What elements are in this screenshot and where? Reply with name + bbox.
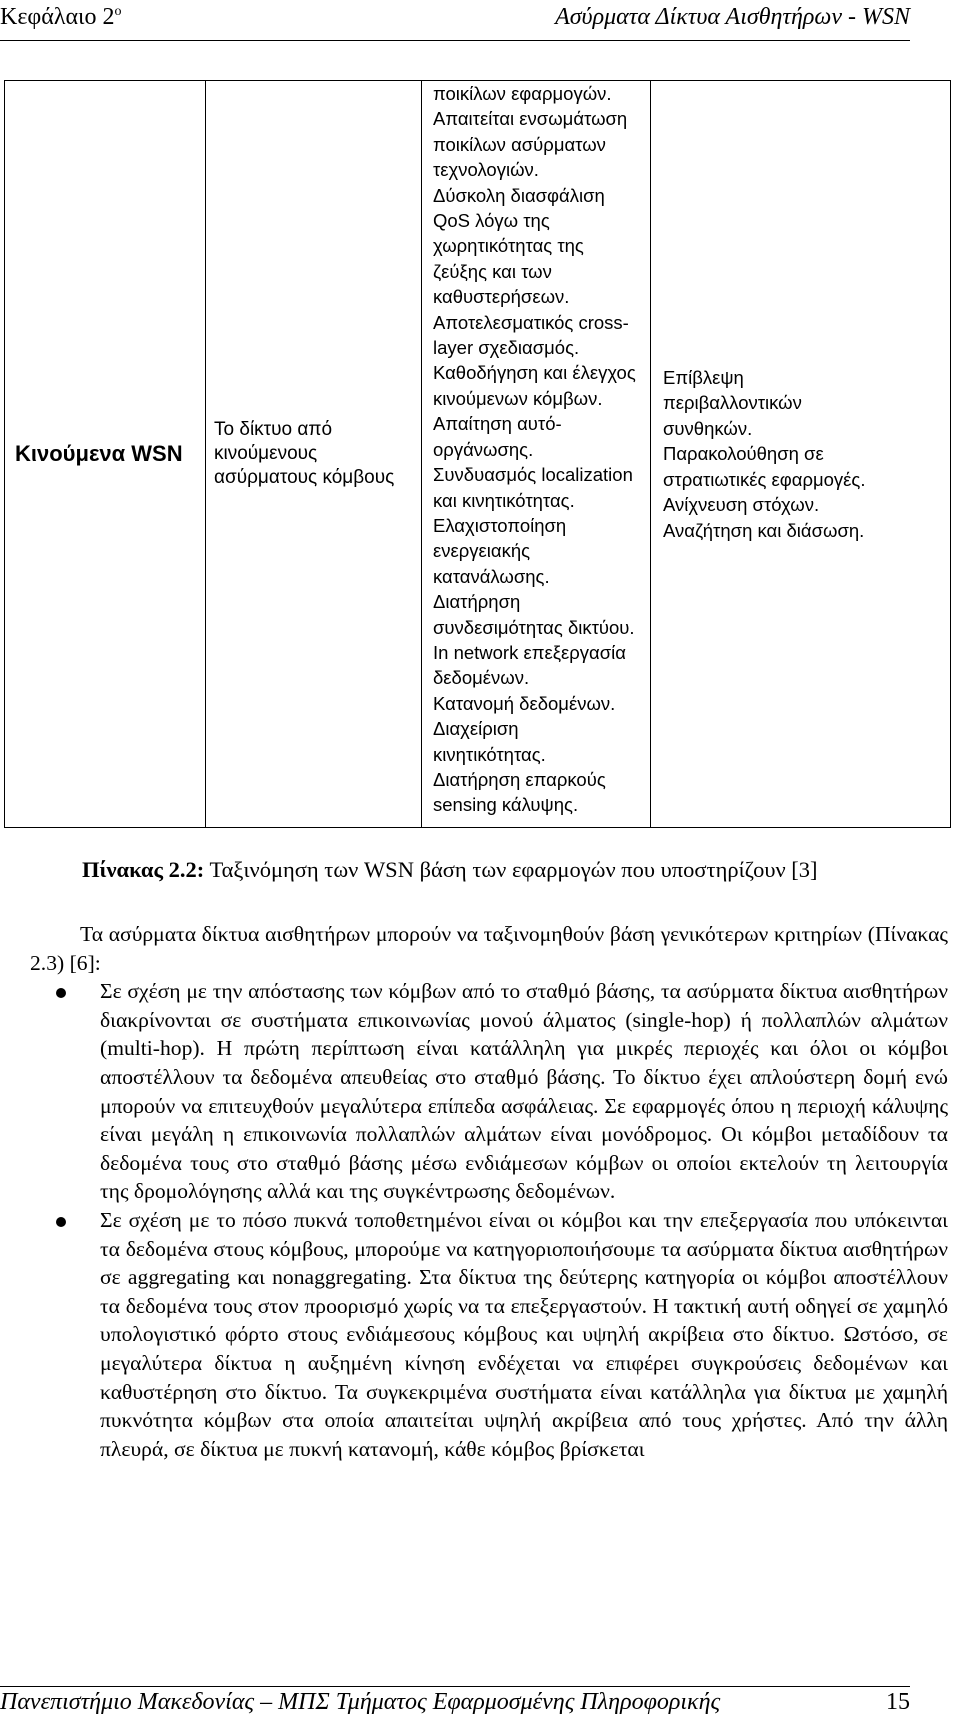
page-footer [0, 1686, 910, 1720]
page-number: 15 [886, 1689, 910, 1715]
challenges-line: Κατανομή δεδομένων. [433, 692, 616, 714]
challenges-line: Καθοδήγηση και έλεγχος [433, 362, 636, 384]
challenges-line: Απαιτείται ενσωμάτωση [433, 108, 628, 130]
bullet-text: Σε σχέση με την απόστασης των κόμβων από το σταθμό βάσης, τα ασύρματα δίκτυα αισθητήρων διακρίνονται σε συστήματα επικοινωνίας μονού άλματος (single-hop) ή πολλαπλών αλμάτων (multi-hop). Η πρώτη περίπτωση είναι κατάλληλη για μικρές περιοχές και όλοι οι κόμβοι αποστέλλουν τα δεδομένα απευθείας στο σταθμό βάσης. Το δίκτυο έχει απλούστερη δομή ενώ μπορούν να επιτευχθούν μεγαλύτερα επίπεδα ασφάλειας. Σε εφαρμογές όπου η περιοχή κάλυψης είναι μεγάλη η επικοινωνία πολλαπλών αλμάτων είναι μονόδρομος. Οι κόμβοι μεταδίδουν τα δεδομένα τους στο σταθμό βάσης μέσω ενδιάμεσων κόμβων οι οποίοι εκτελούν τη λειτουργία της δρομολόγησης αλλά και της συγκέντρωσης δεδομένων. [100, 979, 948, 1204]
challenges-line: QoS λόγω της [433, 210, 550, 232]
intro-paragraph: Τα ασύρματα δίκτυα αισθητήρων μπορούν να ταξινομηθούν βάση γενικότερων κριτηρίων (Πίνακας 2.3) [6]: [30, 922, 948, 975]
challenges-line: Διατήρηση επαρκούς [433, 768, 606, 790]
challenges-line: Αποτελεσματικός cross- [433, 311, 629, 333]
chapter-text: Κεφάλαιο 2 [0, 4, 115, 30]
applications-line: περιβαλλοντικών [663, 392, 802, 414]
challenges-line: layer σχεδιασμός. [433, 337, 580, 359]
applications-cell [651, 81, 951, 828]
challenges-line: τεχνολογιών. [433, 159, 539, 181]
applications-line: Αναζήτηση και διάσωση. [663, 519, 865, 541]
list-item [30, 1206, 948, 1463]
challenges-line: ποικίλων εφαρμογών. [433, 83, 612, 104]
challenges-line: κινούμενων κόμβων. [433, 387, 603, 409]
table-row [5, 81, 951, 828]
challenges-line: δεδομένων. [433, 667, 530, 689]
challenges-line: κατανάλωσης. [433, 565, 550, 587]
challenges-line: ζεύξης και των [433, 260, 552, 282]
description-cell [206, 81, 422, 828]
challenges-line: κινητικότητας. [433, 743, 546, 765]
challenges-line: οργάνωσης. [433, 438, 534, 460]
challenges-line: sensing κάλυψης. [433, 794, 579, 816]
challenges-line: Ελαχιστοποίηση [433, 514, 567, 536]
body-text [30, 920, 948, 1463]
challenges-cell [422, 81, 651, 828]
header-title: Ασύρματα Δίκτυα Αισθητήρων - WSN [555, 4, 910, 30]
caption-text: Ταξινόμηση των WSN βάση των εφαρμογών που υποστηρίζουν [3] [204, 857, 818, 882]
chapter-label [0, 4, 122, 31]
applications-line: Επίβλεψη [663, 366, 744, 388]
category-cell [5, 81, 206, 828]
bullet-icon [56, 988, 66, 998]
challenges-line: Διαχείριση [433, 718, 519, 740]
chapter-ordinal: ο [114, 4, 122, 19]
bullet-icon [56, 1217, 66, 1227]
challenges-line: Διατήρηση [433, 591, 521, 613]
challenges-line: και κινητικότητας. [433, 489, 575, 511]
bullet-text: Σε σχέση με το πόσο πυκνά τοποθετημένοι είναι οι κόμβοι και την επεξεργασία που υπόκεινται τα δεδομένα στους κόμβους, μπορούμε να κατηγοριοποιήσουμε τα ασύρματα δίκτυα αισθητήρων σε aggregating και nonaggregating. Στα δίκτυα της δεύτερης κατηγορία οι κόμβοι αποστέλλουν τα δεδομένα τους στον προορισμό χωρίς να τα επεξεργαστούν. Η τακτική αυτή οδηγεί σε χαμηλό υπολογιστικό φόρτο στους ενδιάμεσους κόμβους και υψηλή ακρίβεια στο δίκτυο. Ωστόσο, σε μεγαλύτερα δίκτυα η αυξημένη κίνηση ενδέχεται να επιφέρει συγκρούσεις δεδομένων και καθυστέρηση στο δίκτυο. Τα συγκεκριμένα συστήματα είναι κατάλληλα για δίκτυα με χαμηλή πυκνότητα κόμβων στα οποία απαιτείται υψηλή ακρίβεια από τους χρήστες. Από την άλλη πλευρά, σε δίκτυα με πυκνή κατανομή, κάθε κόμβος βρίσκεται [100, 1207, 948, 1461]
challenges-line: Συνδυασμός localization [433, 464, 633, 486]
table-caption [82, 857, 818, 883]
running-header [0, 0, 910, 41]
challenges-line: καθυστερήσεων. [433, 286, 570, 308]
challenges-line: Απαίτηση αυτό- [433, 413, 562, 435]
caption-label: Πίνακας 2.2: [82, 857, 205, 882]
challenges-line: In network επεξεργασία [433, 641, 626, 663]
description-text: Το δίκτυο από κινούμενους ασύρματους κόμβους [214, 419, 395, 488]
applications-line: συνθηκών. [663, 417, 753, 439]
challenges-line: συνδεσιμότητας δικτύου. [433, 616, 635, 638]
footer-text: Πανεπιστήμιο Μακεδονίας – ΜΠΣ Τμήματος Εφαρμοσμένης Πληροφορικής [0, 1689, 721, 1715]
challenges-line: χωρητικότητας της [433, 235, 584, 257]
applications-line: Παρακολούθηση σε [663, 443, 824, 465]
challenges-line: ενεργειακής [433, 540, 531, 562]
challenges-line: ποικίλων ασύρματων [433, 133, 606, 155]
applications-line: στρατιωτικές εφαρμογές. [663, 468, 866, 490]
challenges-line: Δύσκολη διασφάλιση [433, 184, 605, 206]
category-text: Κινούμενα WSN [15, 441, 183, 466]
wsn-classification-table [4, 80, 951, 828]
list-item [30, 977, 948, 1206]
applications-line: Ανίχνευση στόχων. [663, 494, 820, 516]
